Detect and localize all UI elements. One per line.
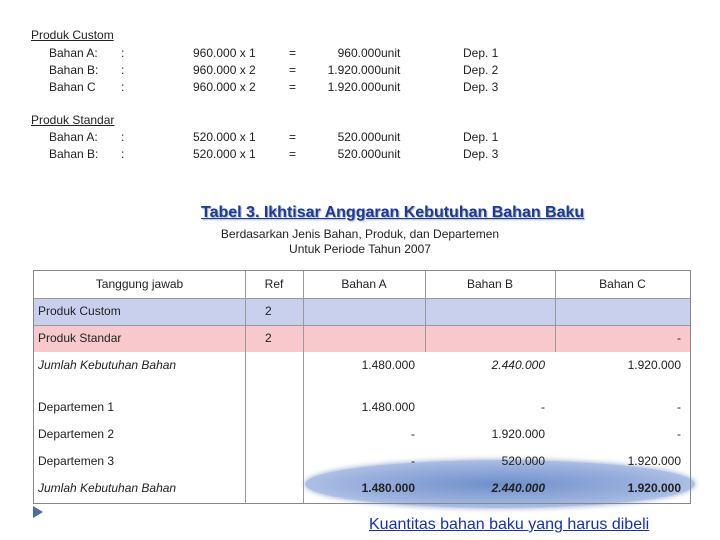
table-row-bahan-c: - xyxy=(677,331,681,345)
table-subtitle-2: Untuk Periode Tahun 2007 xyxy=(289,242,431,256)
standar-row-2-unit: unit xyxy=(381,147,401,161)
custom-row-1-eq: = xyxy=(289,46,297,60)
table-row-bahan-c: 1.920.000 xyxy=(627,481,681,495)
custom-row-3-label: Bahan C xyxy=(49,80,96,94)
table-row-label: Departemen 1 xyxy=(38,400,115,414)
custom-row-3-colon: : xyxy=(121,80,125,94)
row-bg-produk-custom xyxy=(34,298,690,325)
header-bahan-a: Bahan A xyxy=(341,277,387,291)
produk-custom-heading: Produk Custom xyxy=(31,28,114,42)
table-row-bahan-b: 520.000 xyxy=(501,454,545,468)
header-bahan-c: Bahan C xyxy=(599,277,646,291)
standar-row-2-result: 520.000 xyxy=(337,147,381,161)
table-row-bahan-c: - xyxy=(677,427,681,441)
table-row-bahan-a: - xyxy=(411,454,415,468)
header-bahan-b: Bahan B xyxy=(466,277,514,291)
custom-row-2-result: 1.920.000 xyxy=(327,63,381,77)
table-row-bahan-c: 1.920.000 xyxy=(627,454,681,468)
table-row-bahan-b: 2.440.000 xyxy=(491,358,545,372)
custom-row-2-dep: Dep. 2 xyxy=(463,63,499,77)
custom-row-1-unit: unit xyxy=(381,46,401,60)
standar-row-1-calc: 520.000 x 1 xyxy=(193,130,256,144)
col-divider xyxy=(303,271,304,503)
table-row-bahan-b: 2.440.000 xyxy=(491,481,545,495)
custom-row-1-result: 960.000 xyxy=(337,46,381,60)
custom-row-2-unit: unit xyxy=(381,63,401,77)
custom-row-3-unit: unit xyxy=(381,80,401,94)
custom-row-2-label: Bahan B: xyxy=(49,63,99,77)
table-row-bahan-c: - xyxy=(677,400,681,414)
arrow-marker-icon xyxy=(31,505,45,519)
table-row-bahan-b: 1.920.000 xyxy=(491,427,545,441)
custom-row-3-result: 1.920.000 xyxy=(327,80,381,94)
table-row-ref: 2 xyxy=(265,304,272,318)
budget-table xyxy=(33,270,691,504)
bottom-note: Kuantitas bahan baku yang harus dibeli xyxy=(369,516,650,533)
table-row-label: Jumlah Kebutuhan Bahan xyxy=(38,358,177,372)
custom-row-3-dep: Dep. 3 xyxy=(463,80,499,94)
standar-row-1-result: 520.000 xyxy=(337,130,381,144)
standar-row-2-label: Bahan B: xyxy=(49,147,99,161)
custom-row-1-calc: 960.000 x 1 xyxy=(193,46,256,60)
table-subtitle-1: Berdasarkan Jenis Bahan, Produk, dan Departemen xyxy=(220,227,500,241)
table-row-label: Produk Custom xyxy=(38,304,121,318)
table-row-label: Produk Standar xyxy=(38,331,122,345)
col-divider xyxy=(245,271,246,503)
custom-row-3-eq: = xyxy=(289,80,297,94)
custom-row-1-dep: Dep. 1 xyxy=(463,46,499,60)
table-row-bahan-b: - xyxy=(541,400,545,414)
header-ref: Ref xyxy=(264,277,284,291)
table-row-bahan-a: 1.480.000 xyxy=(361,481,415,495)
table-row-label: Departemen 3 xyxy=(38,454,115,468)
row-divider xyxy=(34,325,690,326)
custom-row-1-label: Bahan A: xyxy=(49,46,98,60)
standar-row-1-unit: unit xyxy=(381,130,401,144)
custom-row-1-colon: : xyxy=(121,46,125,60)
table-row-label: Departemen 2 xyxy=(38,427,115,441)
custom-row-2-colon: : xyxy=(121,63,125,77)
standar-row-2-eq: = xyxy=(289,147,297,161)
table-row-bahan-c: 1.920.000 xyxy=(627,358,681,372)
header-tanggung-jawab: Tanggung jawab xyxy=(95,277,184,291)
standar-row-1-dep: Dep. 1 xyxy=(463,130,499,144)
custom-row-2-calc: 960.000 x 2 xyxy=(193,63,256,77)
table-row-ref: 2 xyxy=(265,331,272,345)
standar-row-2-calc: 520.000 x 1 xyxy=(193,147,256,161)
standar-row-2-colon: : xyxy=(121,147,125,161)
standar-row-1-colon: : xyxy=(121,130,125,144)
custom-row-2-eq: = xyxy=(289,63,297,77)
table-row-bahan-a: 1.480.000 xyxy=(361,400,415,414)
table-row-bahan-a: - xyxy=(411,427,415,441)
standar-row-1-eq: = xyxy=(289,130,297,144)
table-title: Tabel 3. Ikhtisar Anggaran Kebutuhan Bahan Baku xyxy=(201,204,585,221)
row-divider xyxy=(34,298,690,299)
table-row-bahan-a: 1.480.000 xyxy=(361,358,415,372)
produk-standar-heading: Produk Standar xyxy=(31,113,115,127)
standar-row-2-dep: Dep. 3 xyxy=(463,147,499,161)
table-row-label: Jumlah Kebutuhan Bahan xyxy=(38,481,177,495)
standar-row-1-label: Bahan A: xyxy=(49,130,98,144)
custom-row-3-calc: 960.000 x 2 xyxy=(193,80,256,94)
